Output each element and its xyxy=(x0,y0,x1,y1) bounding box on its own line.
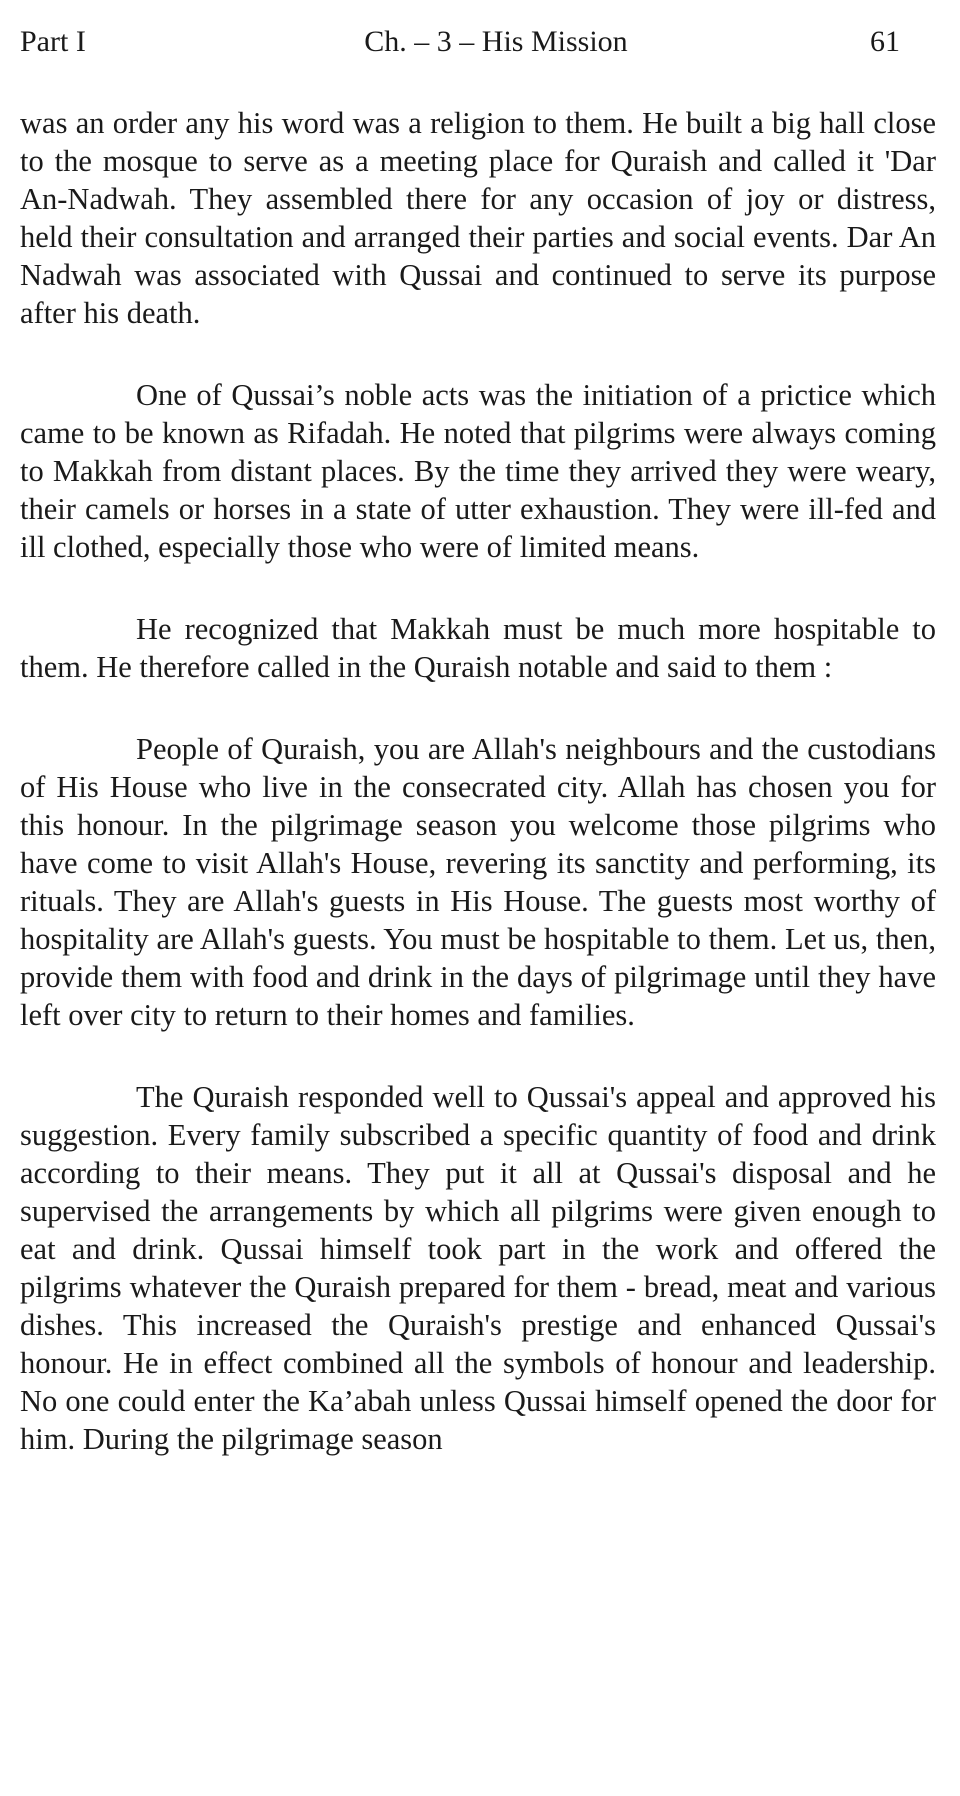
page-number: 61 xyxy=(870,25,900,58)
page-body xyxy=(20,104,936,1458)
chapter-title: Ch. – 3 – His Mission xyxy=(364,25,628,58)
part-label: Part I xyxy=(20,25,86,58)
paragraph-4: People of Quraish, you are Allah's neighbours and the custodians of His House who live in the consecrated city. Allah has chosen you for this honour. In the pilgrimage season you welcome those pilgrims who have come to visit Allah's House, revering its sanctity and performing, its rituals. They are Allah's guests in His House. The guests most worthy of hospitality are Allah's guests. You must be hospitable to them. Let us, then, provide them with food and drink in the days of pilgrimage until they have left over city to return to their homes and families. xyxy=(20,732,936,1032)
paragraph-3: He recognized that Makkah must be much more hospitable to them. He therefore called in the Quraish notable and said to them : xyxy=(20,612,936,684)
running-header xyxy=(20,22,936,62)
paragraph-2: One of Qussai’s noble acts was the initiation of a prictice which came to be known as Rifadah. He noted that pilgrims were always coming to Makkah from distant places. By the time they arrived they were weary, their camels or horses in a state of utter exhaustion. They were ill-fed and ill clothed, especially those who were of limited means. xyxy=(20,378,936,564)
paragraph-5: The Quraish responded well to Qussai's appeal and approved his suggestion. Every family subscribed a specific quantity of food and drink according to their means. They put it all at Qussai's disposal and he supervised the arrangements by which all pilgrims were given enough to eat and drink. Qussai himself took part in the work and offered the pilgrims whatever the Quraish prepared for them - bread, meat and various dishes. This increased the Quraish's prestige and enhanced Qussai's honour. He in effect combined all the symbols of honour and leadership. No one could enter the Ka’abah unless Qussai himself opened the door for him. During the pilgrimage season xyxy=(20,1080,936,1456)
paragraph-1: was an order any his word was a religion to them. He built a big hall close to the mosque to serve as a meeting place for Quraish and called it 'Dar An-Nadwah. They assembled there for any occasion of joy or distress, held their consultation and arranged their parties and social events. Dar An Nadwah was associated with Qussai and continued to serve its purpose after his death. xyxy=(20,106,936,330)
book-page xyxy=(20,22,936,1502)
